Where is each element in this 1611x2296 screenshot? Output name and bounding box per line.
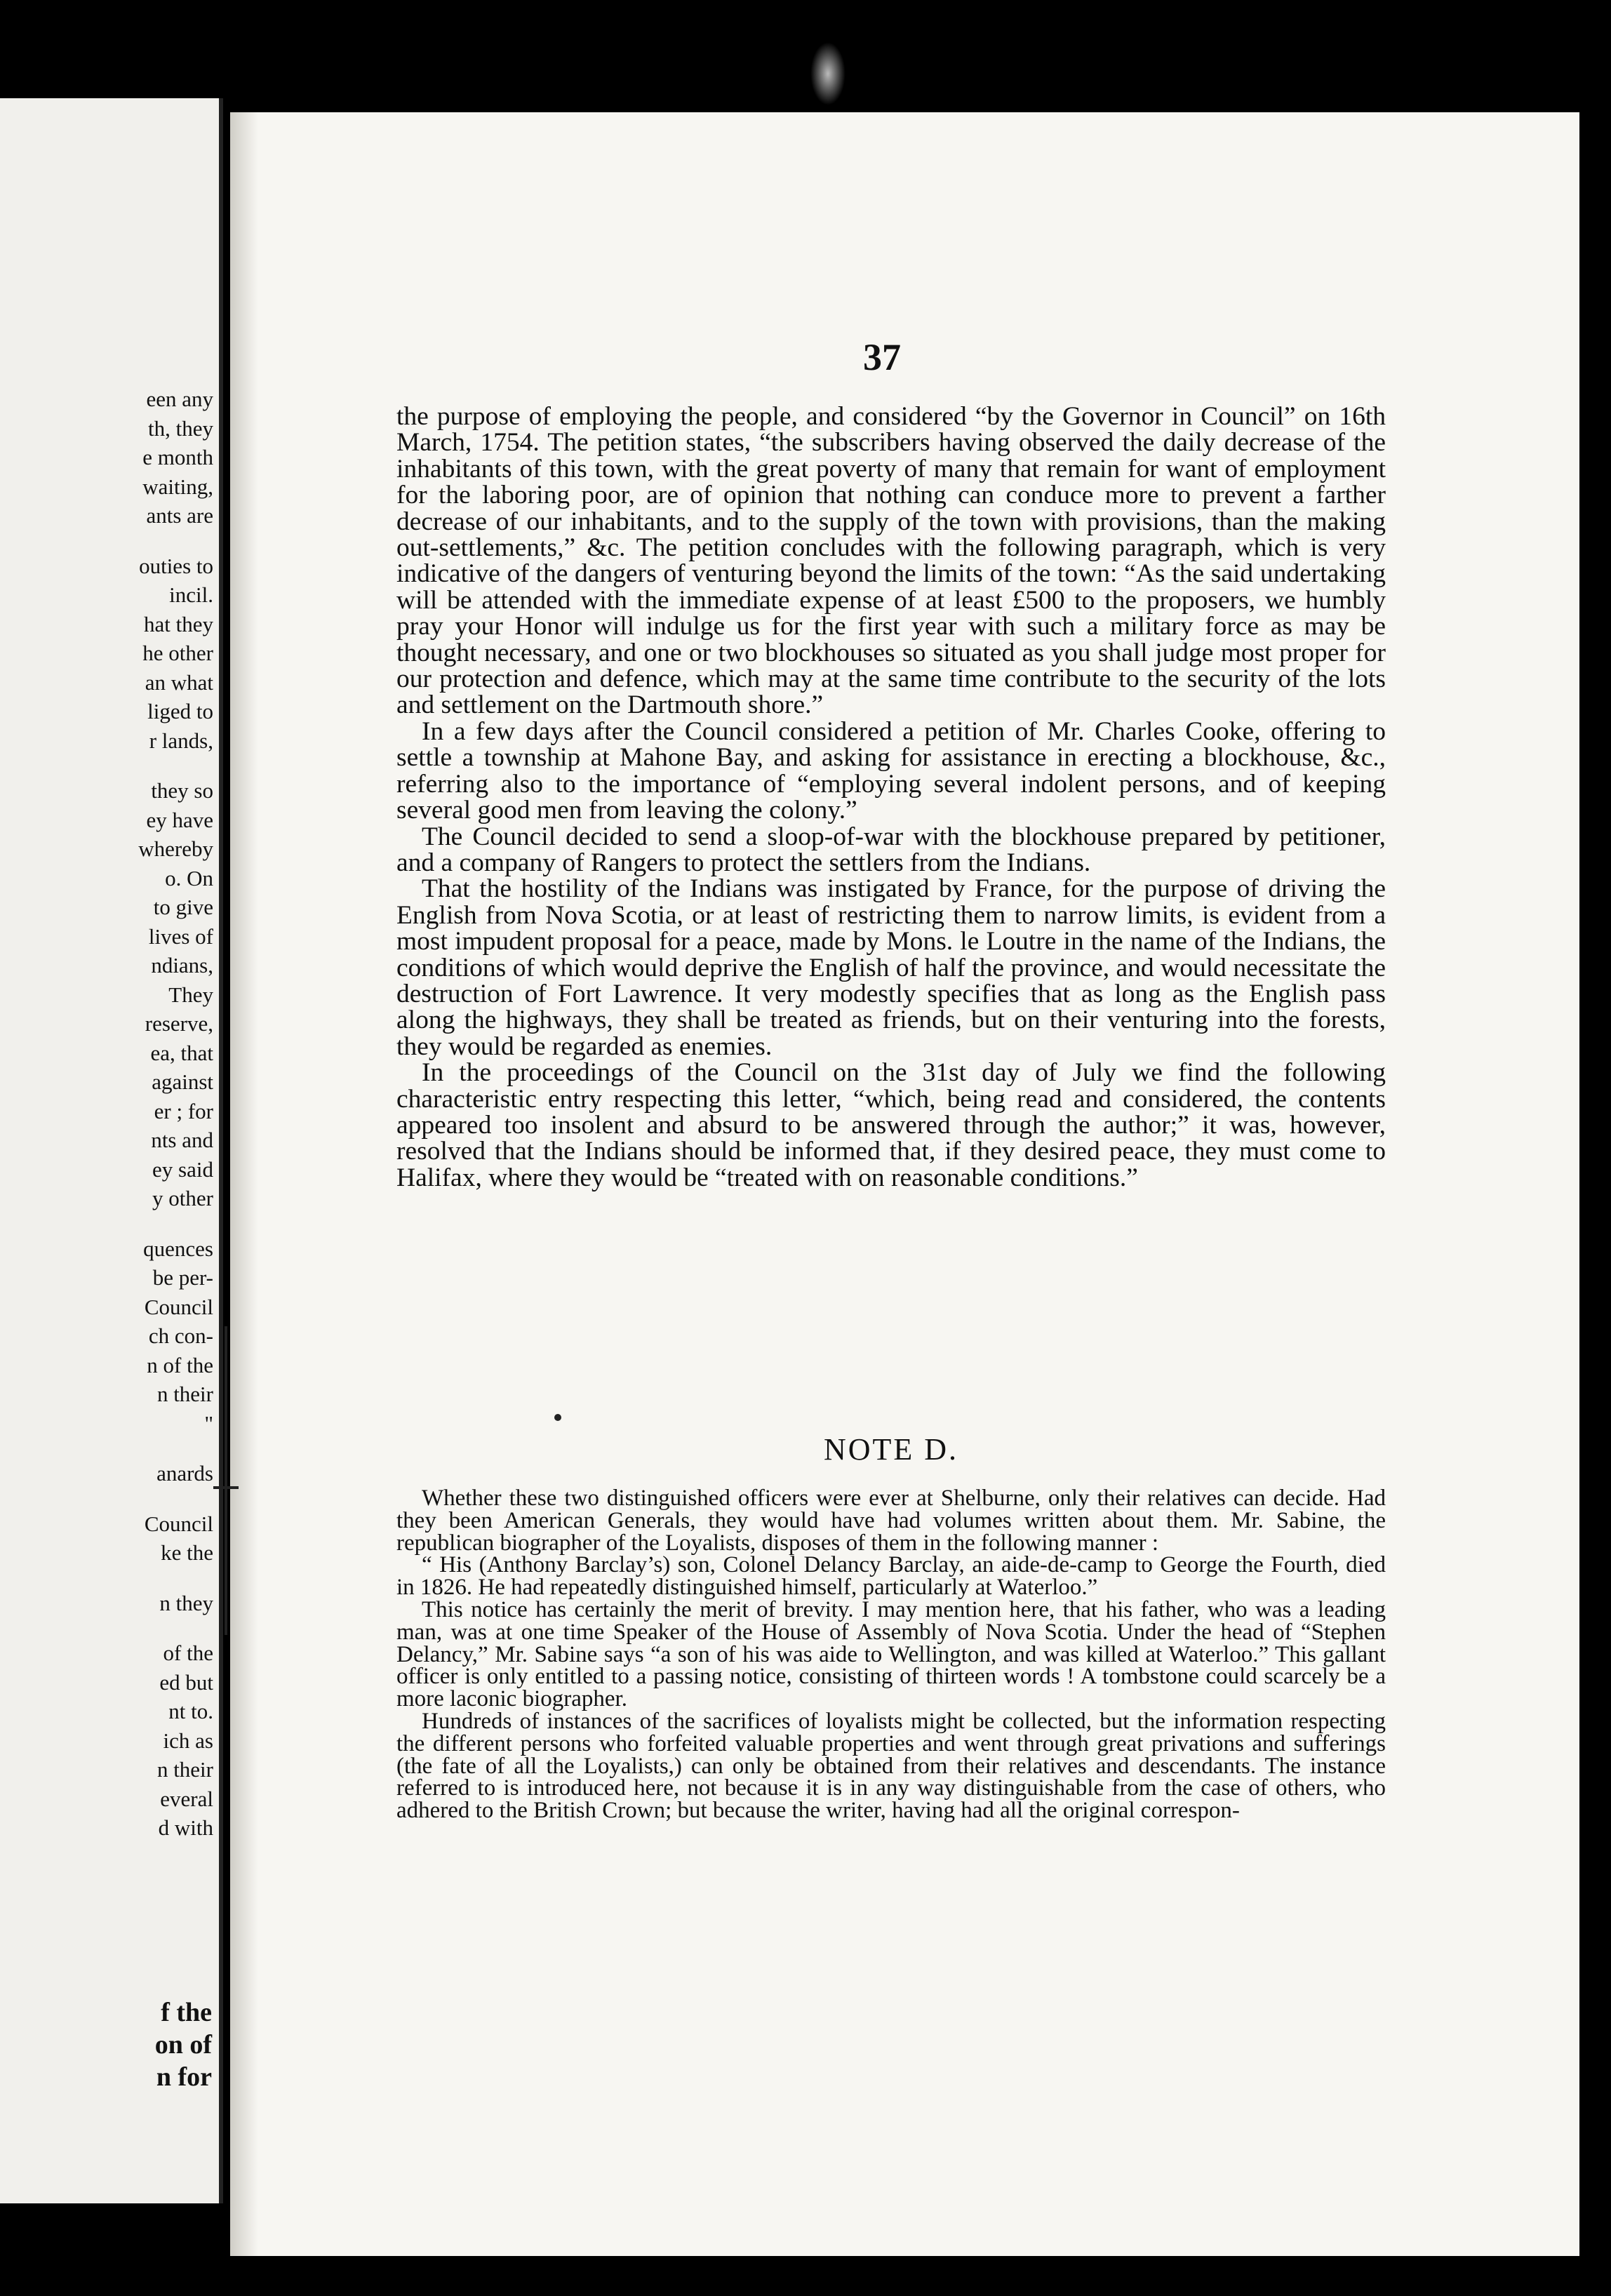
left-page-line: an what: [145, 669, 213, 695]
left-page-line: y other: [152, 1186, 213, 1210]
page-number: 37: [863, 336, 901, 378]
paragraph: The Council decided to send a sloop-of-war with the blockhouse prepared by petitioner, and a company of Rangers to protect the settlers from the Indians.: [396, 822, 1386, 877]
note-paragraph: Hundreds of instances of the sacrifices of loyalists might be collected, but the information respecting the different persons who forfeited valuable properties and went through great privations and sufferings (the fate of all the Loyalists,) can only be obtained from their relatives and descendants. The instance referred to is introduced here, not because it is in any way distinguishable from the case of others, who adhered to the British Crown; but because the writer, having had all the original correspon-: [396, 1708, 1386, 1824]
left-page-line: r lands,: [149, 728, 213, 753]
body-text: [396, 403, 1386, 1191]
camera-glare: [810, 42, 845, 105]
left-page-line: er ; for: [154, 1098, 213, 1123]
left-page-text: [31, 385, 213, 1843]
left-page-line: n of the: [147, 1352, 213, 1377]
left-page-fragment: [0, 98, 223, 2203]
note-heading: NOTE D.: [823, 1432, 959, 1467]
left-page-line: ey said: [152, 1156, 213, 1182]
left-page-line: Council: [144, 1294, 213, 1319]
left-page-line: ": [204, 1410, 213, 1436]
ink-dot: [554, 1414, 561, 1421]
note-text: [396, 1488, 1386, 1822]
line-gap: [31, 1568, 213, 1589]
left-page-line: ants are: [146, 503, 213, 528]
page-fold-mark: [210, 1326, 241, 1635]
paragraph: That the hostility of the Indians was instigated by France, for the purpose of driving the English from Nova Scotia, or at least of restricting them to narrow limits, is evident from a most impudent proposal for a peace, made by Mons. le Loutre in the name of the Indians, the conditions of which would deprive the English of half the province, and would necessitate the destruction of Fort Lawrence. It very modestly specifies that as long as the English pass along the highways, they shall be treated as friends, but on their venturing into the forests, they would be regarded as enemies.: [396, 874, 1386, 1061]
line-gap: [31, 1213, 213, 1234]
left-page-line: d with: [158, 1815, 213, 1840]
left-page-line: outies to: [139, 553, 213, 578]
left-page-line: reserve,: [145, 1011, 213, 1036]
left-page-line: everal: [160, 1786, 213, 1811]
left-page-line: against: [152, 1069, 213, 1094]
paragraph: the purpose of employing the people, and considered “by the Governor in Council” on 16th March, 1754. The petition states, “the subscribers having observed the daily decrease of the inhabitants of this town, with the great poverty of many that remain for want of employment for the laboring poor, are of opinion that nothing can conduce more to prevent a farther decrease of our inhabitants, and to the supply of the town with provisions, than the making out-settlements,” &c. The petition concludes with the following paragraph, which is very indicative of the dangers of venturing beyond the limits of the town: “As the said undertaking will be attended with the immediate expense of at least £500 to the proposers, we humbly pray your Honor will indulge us for the first year with such a military force as may be thought necessary, and one or two blockhouses so situated as you shall judge most proper for our protection and defence, which may at the same time contribute to the security of the lots and settlement on the Dartmouth shore.”: [396, 402, 1386, 720]
paragraph: In a few days after the Council considered a petition of Mr. Charles Cooke, offering to settle a township at Mahone Bay, and asking for assistance in erecting a blockhouse, &c., referring also to the importance of “employing several indolent persons, and of keeping several good men from leaving the colony.”: [396, 716, 1386, 825]
line-gap: [31, 1488, 213, 1509]
left-page-line: n their: [156, 1757, 213, 1782]
left-page-line: anards: [156, 1461, 213, 1486]
left-page-line: incil.: [169, 582, 213, 607]
left-page-line: to give: [153, 895, 213, 919]
left-page-line: quences: [143, 1236, 213, 1261]
left-page-line: ke the: [161, 1540, 213, 1565]
left-page-line: liged to: [147, 699, 213, 723]
note-paragraph: This notice has certainly the merit of brevity. I may mention here, that his father, who was a leading man, was at one time Speaker of the House of Assembly of Nova Scotia. Under the head of “Stephen Delancy,” Mr. Sabine says “a son of his was aide to Wellington, and was killed at Waterloo.” This gallant officer is only entitled to a passing notice, consisting of thirteen words ! A tombstone could scarcely be a more laconic biographer.: [396, 1596, 1386, 1712]
left-bottom-line: on of: [154, 2030, 212, 2060]
left-bottom-line: f the: [161, 1998, 212, 2027]
left-bottom-line: n for: [156, 2062, 212, 2092]
left-page-line: ed but: [159, 1669, 213, 1695]
left-page-line: of the: [163, 1641, 213, 1665]
line-gap: [31, 755, 213, 776]
page-spine-shadow: [230, 112, 258, 2256]
left-page-line: waiting,: [142, 474, 213, 499]
left-page-bottom-text: [155, 1996, 212, 2093]
note-paragraph: Whether these two distinguished officers were ever at Shelburne, only their relatives can decide. Had they been American Generals, they would have had volumes written about them. Mr. Sabine, the republican biographer of the Loyalists, disposes of them in the following manner :: [396, 1486, 1386, 1556]
left-page-line: he other: [142, 641, 213, 665]
left-page-line: be per-: [152, 1265, 213, 1290]
line-gap: [31, 530, 213, 552]
left-page-line: they so: [151, 778, 213, 803]
left-page-line: n they: [159, 1590, 213, 1615]
line-gap: [31, 1438, 213, 1459]
left-page-line: ndians,: [151, 953, 213, 977]
left-page-line: ich as: [163, 1728, 213, 1753]
left-page-line: n their: [156, 1382, 213, 1406]
left-page-line: nt to.: [168, 1699, 213, 1723]
left-page-line: ey have: [146, 807, 213, 832]
left-page-line: nts and: [151, 1128, 213, 1152]
left-page-line: ea, that: [150, 1040, 213, 1065]
note-quote: “ His (Anthony Barclay’s) son, Colonel Delancy Barclay, an aide-de-camp to George the Fourth, died in 1826. He had repeatedly distinguished himself, particularly at Waterloo.”: [396, 1552, 1386, 1601]
left-page-line: hat they: [144, 611, 213, 636]
left-page-line: ch con-: [148, 1323, 213, 1348]
left-page-line: een any: [146, 387, 213, 411]
left-page-line: e month: [142, 445, 213, 469]
left-page-line: th, they: [148, 415, 213, 441]
left-page-line: lives of: [148, 923, 213, 949]
left-page-line: They: [168, 982, 213, 1007]
left-page-line: Council: [144, 1511, 213, 1536]
left-page-line: whereby: [138, 836, 213, 861]
paragraph: In the proceedings of the Council on the 31st day of July we find the following characteristic entry respecting this letter, “which, being read and considered, the contents appeared too insolent and absurd to be answered through the author;” it was, however, resolved that the Indians should be informed that, if they desired peace, they must come to Halifax, where they would be “treated with on reasonable conditions.”: [396, 1058, 1386, 1192]
line-gap: [31, 1617, 213, 1638]
left-page-line: o. On: [165, 865, 213, 890]
